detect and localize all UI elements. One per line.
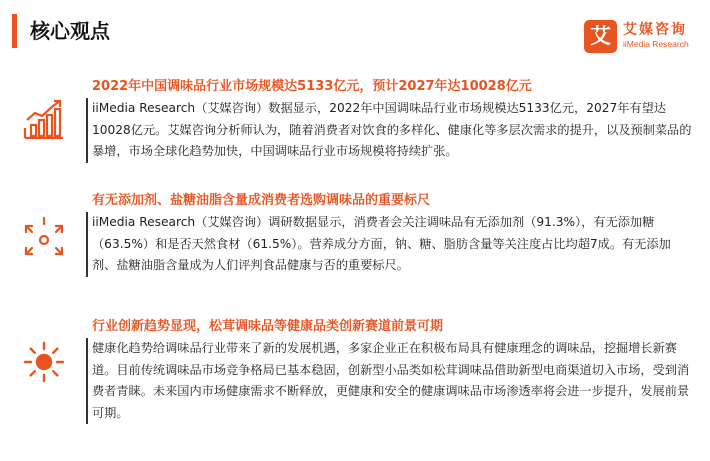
key-point-section-1 (0, 76, 710, 176)
section-body: iiMedia Research（艾媒咨询）数据显示，2022年中国调味品行业市场规模达5133亿元，2027年有望达10028亿元。艾媒咨询分析师认为，随着消费者对饮食的多样化、健康化等多层次需求的提升，以及预制菜品的暴增，市场全球化趋势加快，中国调味品行业市场规模将持续扩张。 (86, 98, 692, 163)
header-accent-bar (12, 14, 17, 48)
key-point-section-3 (0, 316, 710, 446)
key-point-section-2 (0, 190, 710, 290)
logo-name-cn: 艾媒咨询 (623, 22, 687, 38)
section-title: 2022年中国调味品行业市场规模达5133亿元，预计2027年达10028亿元 (92, 79, 532, 94)
logo-text (623, 22, 689, 50)
section-body: iiMedia Research（艾媒咨询）调研数据显示，消费者会关注调味品有无添加剂（91.3%），有无添加糖（63.5%）和是否天然食材（61.5%）。营养成分方面，钠、糖、脂肪含量等关注度占比均超7成。有无添加剂、盐糖油脂含量成为人们评判食品健康与否的重要标尺。 (86, 212, 692, 277)
section-title: 行业创新趋势显现，松茸调味品等健康品类创新赛道前景可期 (92, 319, 444, 334)
expand-arrows-icon (22, 214, 66, 262)
page-title: 核心观点 (30, 19, 110, 43)
logo-mark: 艾 (584, 20, 617, 53)
bar-chart-growth-icon (22, 98, 66, 146)
section-body: 健康化趋势给调味品行业带来了新的发展机遇，多家企业正在积极布局具有健康理念的调味品，挖掘增长新赛道。目前传统调味品市场竞争格局已基本稳固，创新型小品类如松茸调味品借助新型电商渠道切入市场，受到消费者青睐。未来国内市场健康需求不断释放，更健康和安全的健康调味品市场渗透率将会进一步提升，发展前景可期。 (86, 338, 692, 424)
brand-logo (584, 19, 689, 53)
logo-name-en: iiMedia Research (623, 39, 689, 49)
section-title: 有无添加剂、盐糖油脂含量成消费者选购调味品的重要标尺 (92, 193, 431, 208)
sun-icon (22, 340, 66, 388)
